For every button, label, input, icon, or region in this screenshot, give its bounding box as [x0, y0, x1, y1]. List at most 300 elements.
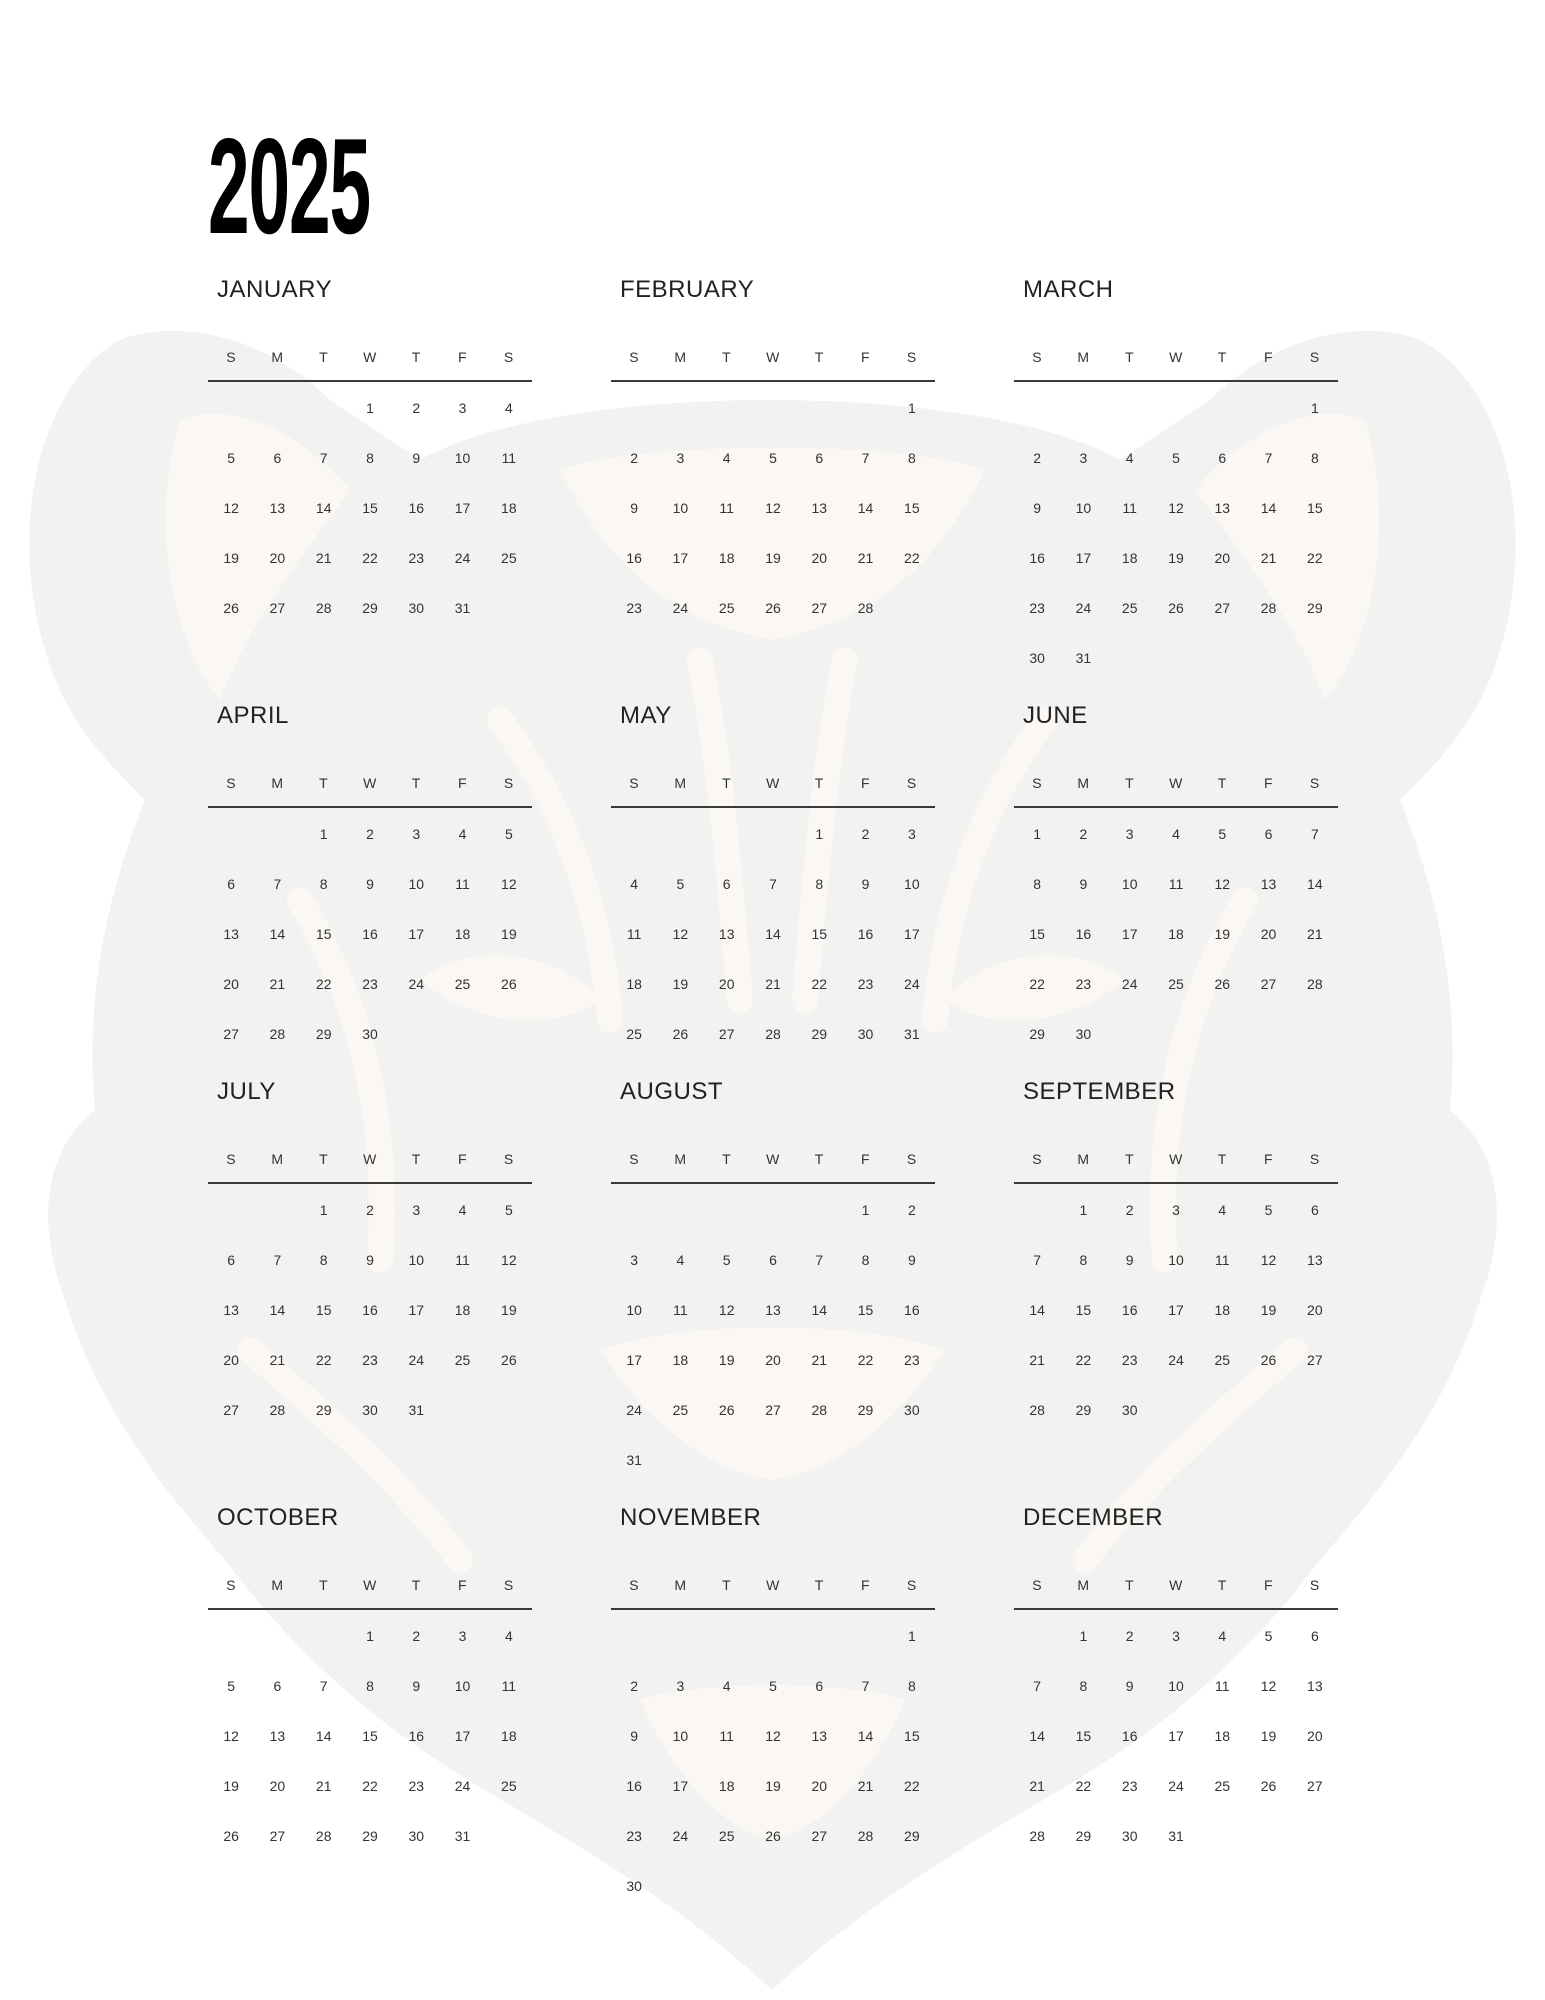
day-cell: 23 [408, 1778, 425, 1794]
day-cell: 28 [269, 1026, 286, 1042]
day-cell: 15 [315, 1302, 332, 1318]
header-divider [1014, 1608, 1338, 1610]
empty-day-cell [750, 825, 796, 875]
weekday-header [1014, 349, 1338, 369]
day-cell: 9 [412, 1678, 421, 1694]
weekday-label: F [1264, 775, 1274, 791]
month-february [611, 276, 935, 676]
weekday-label: M [674, 775, 687, 791]
day-cell: 13 [223, 1302, 239, 1318]
weekday-label: F [861, 349, 871, 365]
day-cell: 8 [1310, 450, 1319, 466]
day-cell: 17 [408, 926, 425, 942]
weekday-header [611, 349, 935, 369]
day-cell: 12 [1260, 1678, 1277, 1694]
day-cell: 1 [1079, 1628, 1088, 1644]
day-cell: 7 [319, 1678, 328, 1694]
weekday-label: T [814, 1151, 824, 1167]
weekday-label: T [319, 349, 329, 365]
day-cell: 25 [1214, 1778, 1231, 1794]
day-cell: 28 [857, 1828, 874, 1844]
day-cell: 20 [811, 550, 828, 566]
day-cell: 12 [501, 876, 517, 892]
day-cell: 13 [811, 500, 828, 516]
day-cell: 30 [1029, 650, 1045, 666]
day-cell: 29 [1029, 1026, 1045, 1042]
day-cell: 18 [672, 1352, 689, 1368]
day-cell: 3 [458, 400, 467, 416]
weekday-label: S [906, 775, 917, 791]
day-cell: 3 [676, 450, 685, 466]
day-cell: 6 [273, 450, 282, 466]
weekday-label: S [629, 1151, 640, 1167]
header-divider [208, 1182, 532, 1184]
day-cell: 21 [315, 1778, 332, 1794]
day-cell: 30 [1121, 1828, 1138, 1844]
day-cell: 15 [1075, 1728, 1092, 1744]
day-cell: 6 [722, 876, 731, 892]
day-cell: 31 [626, 1452, 642, 1468]
weekday-label: T [814, 349, 824, 365]
day-cell: 13 [1214, 500, 1231, 516]
day-cell: 15 [362, 500, 378, 516]
day-cell: 28 [315, 1828, 332, 1844]
day-cell: 12 [223, 1728, 239, 1744]
day-cell: 17 [454, 1728, 471, 1744]
weekday-label: M [1077, 349, 1090, 365]
day-cell: 19 [1168, 550, 1184, 566]
day-cell: 31 [408, 1402, 425, 1418]
weekday-label: F [861, 1577, 871, 1593]
day-cell: 18 [454, 1302, 471, 1318]
month-name: OCTOBER [217, 1504, 339, 1531]
weekday-label: T [319, 1151, 329, 1167]
empty-day-cell [704, 1201, 750, 1251]
day-cell: 1 [366, 1628, 374, 1644]
day-cell: 13 [718, 926, 735, 942]
day-cell: 19 [672, 976, 689, 992]
day-cell: 18 [1214, 1728, 1231, 1744]
day-cell: 25 [501, 1778, 517, 1794]
day-cell: 25 [626, 1026, 642, 1042]
month-march [1014, 276, 1338, 676]
month-name: FEBRUARY [620, 276, 755, 303]
day-cell: 4 [676, 1252, 685, 1268]
day-cell: 19 [1260, 1302, 1277, 1318]
weekday-label: M [674, 349, 687, 365]
empty-day-cell [301, 399, 347, 449]
weekday-label: T [319, 775, 329, 791]
empty-day-cell [796, 1201, 842, 1251]
day-cell: 6 [227, 1252, 236, 1268]
day-cell: 2 [1125, 1628, 1134, 1644]
day-cell: 17 [454, 500, 471, 516]
day-cell: 13 [269, 1728, 286, 1744]
month-name: APRIL [217, 702, 289, 729]
day-cell: 2 [1125, 1202, 1134, 1218]
day-cell: 31 [454, 600, 471, 616]
day-cell: 11 [626, 926, 642, 942]
days-grid [208, 825, 532, 1075]
day-cell: 6 [1264, 826, 1273, 842]
day-cell: 1 [319, 1202, 328, 1218]
day-cell: 22 [362, 550, 378, 566]
day-cell: 14 [1029, 1728, 1045, 1744]
day-cell: 13 [1307, 1678, 1323, 1694]
weekday-label: T [411, 349, 421, 365]
day-cell: 16 [408, 500, 425, 516]
day-cell: 19 [765, 1778, 781, 1794]
day-cell: 16 [362, 1302, 378, 1318]
day-cell: 14 [1260, 500, 1277, 516]
day-cell: 10 [454, 450, 471, 466]
day-cell: 28 [315, 600, 332, 616]
month-june [1014, 702, 1338, 1102]
day-cell: 5 [1264, 1202, 1273, 1218]
day-cell: 21 [269, 1352, 286, 1368]
empty-day-cell [1014, 1627, 1060, 1677]
empty-day-cell [208, 399, 254, 449]
empty-day-cell [254, 1201, 300, 1251]
day-cell: 9 [1125, 1252, 1134, 1268]
weekday-label: F [458, 1577, 468, 1593]
day-cell: 18 [1214, 1302, 1231, 1318]
day-cell: 23 [1075, 976, 1092, 992]
day-cell: 11 [455, 876, 470, 892]
day-cell: 27 [269, 1828, 286, 1844]
month-name: MAY [620, 702, 672, 729]
month-april [208, 702, 532, 1102]
day-cell: 4 [1218, 1628, 1227, 1644]
weekday-label: W [766, 1577, 780, 1593]
weekday-label: S [629, 775, 640, 791]
weekday-label: M [271, 1577, 284, 1593]
day-cell: 10 [672, 1728, 689, 1744]
day-cell: 20 [1214, 550, 1231, 566]
day-cell: 29 [811, 1026, 828, 1042]
day-cell: 3 [1172, 1628, 1180, 1644]
weekday-label: T [1125, 775, 1135, 791]
day-cell: 12 [1168, 500, 1184, 516]
day-cell: 21 [315, 550, 332, 566]
day-cell: 7 [273, 1252, 282, 1268]
day-cell: 6 [815, 450, 824, 466]
weekday-label: T [814, 1577, 824, 1593]
day-cell: 10 [454, 1678, 471, 1694]
day-cell: 16 [1121, 1302, 1138, 1318]
day-cell: 18 [501, 500, 517, 516]
day-cell: 26 [718, 1402, 735, 1418]
day-cell: 11 [501, 1678, 517, 1694]
day-cell: 20 [269, 1778, 286, 1794]
day-cell: 27 [1307, 1352, 1323, 1368]
weekday-label: F [861, 1151, 871, 1167]
weekday-label: M [674, 1151, 687, 1167]
day-cell: 25 [718, 600, 735, 616]
day-cell: 21 [1307, 926, 1323, 942]
day-cell: 21 [269, 976, 286, 992]
day-cell: 15 [904, 500, 920, 516]
day-cell: 24 [672, 600, 689, 616]
day-cell: 16 [626, 550, 642, 566]
day-cell: 3 [458, 1628, 467, 1644]
day-cell: 10 [1121, 876, 1138, 892]
day-cell: 10 [1168, 1252, 1184, 1268]
day-cell: 22 [315, 1352, 332, 1368]
weekday-label: F [1264, 1577, 1274, 1593]
day-cell: 27 [269, 600, 286, 616]
day-cell: 18 [626, 976, 642, 992]
year-title: 2025 [208, 110, 371, 262]
day-cell: 28 [765, 1026, 781, 1042]
header-divider [208, 806, 532, 808]
day-cell: 18 [718, 550, 735, 566]
day-cell: 5 [227, 1678, 236, 1694]
day-cell: 29 [1075, 1402, 1092, 1418]
day-cell: 13 [811, 1728, 828, 1744]
day-cell: 15 [1075, 1302, 1092, 1318]
weekday-label: S [503, 349, 514, 365]
day-cell: 2 [412, 400, 421, 416]
day-cell: 25 [718, 1828, 735, 1844]
weekday-label: S [226, 349, 237, 365]
day-cell: 1 [1033, 826, 1042, 842]
header-divider [1014, 380, 1338, 382]
weekday-label: S [1032, 1151, 1043, 1167]
day-cell: 8 [366, 450, 374, 466]
day-cell: 23 [1029, 600, 1045, 616]
weekday-label: M [271, 349, 284, 365]
day-cell: 15 [1029, 926, 1045, 942]
weekday-label: T [1125, 1151, 1135, 1167]
weekday-label: S [1309, 1577, 1320, 1593]
day-cell: 21 [765, 976, 781, 992]
day-cell: 8 [1079, 1252, 1088, 1268]
day-cell: 1 [907, 400, 916, 416]
empty-day-cell [750, 1627, 796, 1677]
day-cell: 30 [408, 1828, 425, 1844]
day-cell: 18 [454, 926, 471, 942]
day-cell: 20 [1307, 1302, 1323, 1318]
weekday-label: S [503, 1151, 514, 1167]
weekday-header [611, 1151, 935, 1171]
weekday-label: W [766, 1151, 780, 1167]
month-name: AUGUST [620, 1078, 724, 1105]
day-cell: 17 [672, 1778, 689, 1794]
day-cell: 3 [907, 826, 916, 842]
weekday-header [611, 1577, 935, 1597]
day-cell: 5 [1218, 826, 1227, 842]
day-cell: 8 [1033, 876, 1042, 892]
day-cell: 24 [672, 1828, 689, 1844]
day-cell: 27 [1260, 976, 1277, 992]
month-november [611, 1504, 935, 1904]
day-cell: 23 [408, 550, 425, 566]
day-cell: 23 [626, 600, 642, 616]
weekday-label: S [1032, 775, 1043, 791]
empty-day-cell [254, 1627, 300, 1677]
days-grid [208, 1201, 532, 1451]
empty-day-cell [842, 399, 888, 449]
day-cell: 18 [718, 1778, 735, 1794]
days-grid [208, 399, 532, 649]
day-cell: 15 [362, 1728, 378, 1744]
day-cell: 9 [1033, 500, 1042, 516]
day-cell: 10 [1075, 500, 1092, 516]
day-cell: 9 [366, 876, 374, 892]
month-name: JULY [217, 1078, 276, 1105]
day-cell: 25 [454, 1352, 471, 1368]
day-cell: 27 [1214, 600, 1231, 616]
day-cell: 30 [904, 1402, 920, 1418]
day-cell: 27 [223, 1026, 239, 1042]
weekday-label: T [411, 1151, 421, 1167]
day-cell: 7 [861, 1678, 870, 1694]
day-cell: 12 [1260, 1252, 1277, 1268]
day-cell: 24 [454, 1778, 471, 1794]
day-cell: 17 [1168, 1302, 1184, 1318]
month-july [208, 1078, 532, 1478]
weekday-label: S [1032, 1577, 1043, 1593]
day-cell: 11 [501, 450, 517, 466]
day-cell: 4 [1125, 450, 1134, 466]
empty-day-cell [796, 1627, 842, 1677]
header-divider [611, 806, 935, 808]
day-cell: 7 [861, 450, 870, 466]
day-cell: 8 [319, 1252, 328, 1268]
day-cell: 5 [504, 1202, 513, 1218]
day-cell: 14 [857, 1728, 874, 1744]
day-cell: 29 [362, 600, 378, 616]
day-cell: 9 [412, 450, 421, 466]
day-cell: 6 [227, 876, 236, 892]
day-cell: 22 [315, 976, 332, 992]
day-cell: 20 [1307, 1728, 1323, 1744]
day-cell: 13 [1260, 876, 1277, 892]
day-cell: 16 [904, 1302, 920, 1318]
day-cell: 1 [1310, 400, 1319, 416]
day-cell: 11 [1215, 1678, 1230, 1694]
day-cell: 27 [811, 600, 828, 616]
day-cell: 28 [1307, 976, 1323, 992]
day-cell: 26 [672, 1026, 689, 1042]
weekday-label: T [319, 1577, 329, 1593]
day-cell: 18 [501, 1728, 517, 1744]
empty-day-cell [611, 1201, 657, 1251]
empty-day-cell [1199, 399, 1245, 449]
day-cell: 2 [861, 826, 870, 842]
header-divider [611, 380, 935, 382]
day-cell: 25 [501, 550, 517, 566]
month-name: JUNE [1023, 702, 1088, 729]
month-name: DECEMBER [1023, 1504, 1164, 1531]
day-cell: 9 [630, 500, 639, 516]
day-cell: 8 [907, 450, 916, 466]
empty-day-cell [1014, 1201, 1060, 1251]
weekday-label: T [1217, 1577, 1227, 1593]
day-cell: 5 [769, 1678, 777, 1694]
day-cell: 5 [722, 1252, 731, 1268]
weekday-header [1014, 1151, 1338, 1171]
weekday-header [208, 1577, 532, 1597]
day-cell: 14 [811, 1302, 828, 1318]
day-cell: 21 [1260, 550, 1277, 566]
weekday-label: F [458, 775, 468, 791]
day-cell: 27 [765, 1402, 781, 1418]
day-cell: 8 [861, 1252, 870, 1268]
empty-day-cell [704, 1627, 750, 1677]
weekday-label: T [1125, 1577, 1135, 1593]
day-cell: 10 [408, 876, 425, 892]
day-cell: 7 [1033, 1678, 1042, 1694]
header-divider [611, 1182, 935, 1184]
day-cell: 10 [1168, 1678, 1184, 1694]
day-cell: 3 [412, 1202, 421, 1218]
empty-day-cell [1060, 399, 1106, 449]
empty-day-cell [750, 1201, 796, 1251]
day-cell: 20 [718, 976, 735, 992]
day-cell: 13 [1307, 1252, 1323, 1268]
day-cell: 21 [857, 550, 874, 566]
day-cell: 22 [1075, 1778, 1092, 1794]
day-cell: 1 [366, 400, 374, 416]
day-cell: 6 [1310, 1202, 1319, 1218]
day-cell: 10 [408, 1252, 425, 1268]
day-cell: 6 [815, 1678, 824, 1694]
day-cell: 16 [1075, 926, 1092, 942]
day-cell: 11 [719, 1728, 734, 1744]
day-cell: 5 [227, 450, 236, 466]
day-cell: 30 [626, 1878, 642, 1894]
month-september [1014, 1078, 1338, 1478]
weekday-label: W [363, 1151, 377, 1167]
day-cell: 7 [769, 876, 777, 892]
day-cell: 15 [904, 1728, 920, 1744]
day-cell: 21 [811, 1352, 828, 1368]
day-cell: 13 [223, 926, 239, 942]
weekday-label: T [1125, 349, 1135, 365]
day-cell: 23 [626, 1828, 642, 1844]
header-divider [1014, 1182, 1338, 1184]
day-cell: 28 [269, 1402, 286, 1418]
empty-day-cell [796, 399, 842, 449]
weekday-label: M [271, 1151, 284, 1167]
day-cell: 28 [1029, 1402, 1045, 1418]
day-cell: 8 [1079, 1678, 1088, 1694]
day-cell: 5 [769, 450, 777, 466]
header-divider [1014, 806, 1338, 808]
month-name: NOVEMBER [620, 1504, 762, 1531]
days-grid [611, 825, 935, 1075]
day-cell: 12 [718, 1302, 735, 1318]
day-cell: 8 [366, 1678, 374, 1694]
day-cell: 3 [1172, 1202, 1180, 1218]
weekday-label: S [1309, 1151, 1320, 1167]
day-cell: 18 [1168, 926, 1184, 942]
day-cell: 2 [412, 1628, 421, 1644]
day-cell: 24 [626, 1402, 642, 1418]
day-cell: 26 [223, 1828, 239, 1844]
day-cell: 25 [1121, 600, 1138, 616]
day-cell: 9 [630, 1728, 639, 1744]
weekday-label: W [1169, 349, 1183, 365]
weekday-label: S [226, 1577, 237, 1593]
weekday-label: M [271, 775, 284, 791]
day-cell: 24 [1168, 1778, 1184, 1794]
day-cell: 11 [1168, 876, 1184, 892]
day-cell: 15 [1307, 500, 1323, 516]
day-cell: 1 [907, 1628, 916, 1644]
